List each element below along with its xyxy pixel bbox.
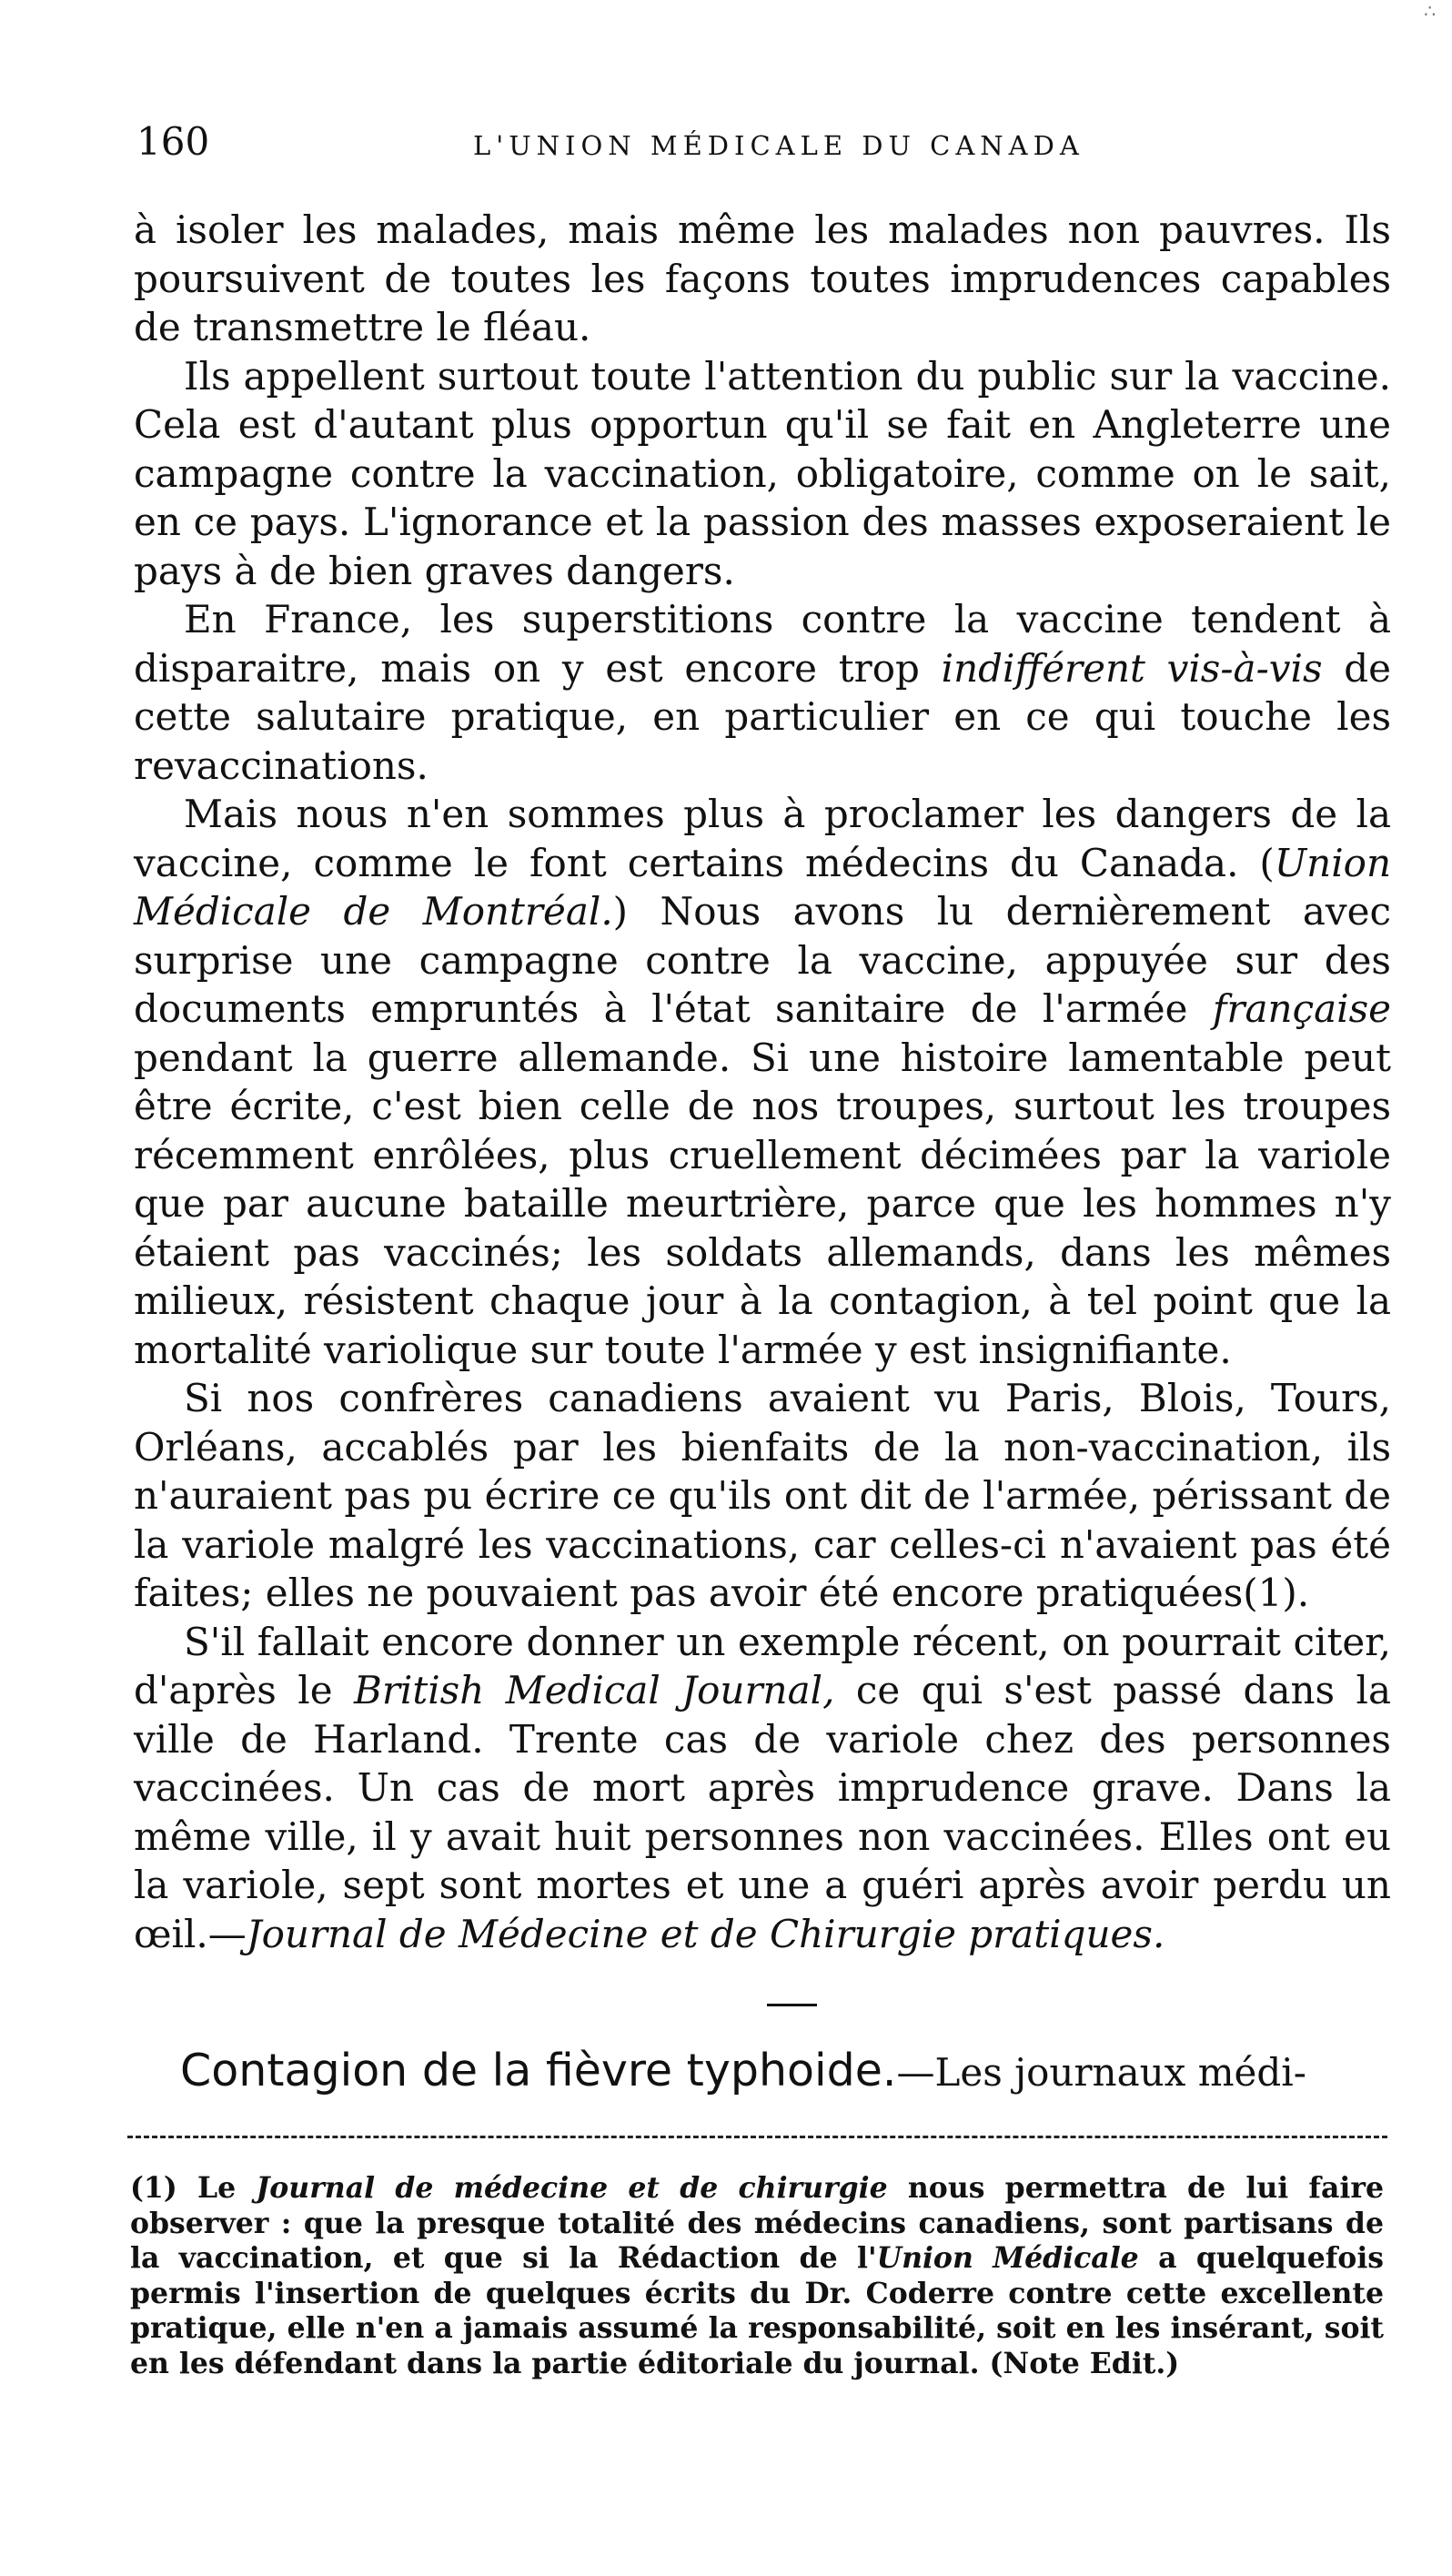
text-run: ) Nous avons lu dernièrement avec surprise une campagne contre la vaccine, appuyée sur des documents empruntés à l'état sanitaire de l'armée bbox=[134, 889, 1391, 1031]
italic-text-run: British Medical Journal, bbox=[353, 1668, 835, 1712]
text-run: a quelquefois permis l'insertion de quelques écrits du Dr. Coderre contre cette excellente pratique, elle n'en a jamais assumé la responsabilité, soit en les insérant, soit en les défendant dans la partie éditoriale du journal. (Note Edit.) bbox=[130, 2241, 1385, 2380]
text-run: En France, les superstitions contre la vaccine tendent à disparaitre, mais on y est encore trop bbox=[134, 597, 1391, 691]
italic-text-run: Journal de Médecine et de Chirurgie pratiques. bbox=[246, 1911, 1165, 1956]
article-body bbox=[134, 206, 1391, 1958]
text-run: S'il fallait encore donner un exemple récent, on pourrait citer, d'après le bbox=[134, 1619, 1391, 1712]
italic-text-run: française bbox=[1212, 986, 1391, 1031]
italic-text-run: indifférent vis-à-vis bbox=[941, 645, 1323, 691]
footnote bbox=[130, 2171, 1384, 2381]
paragraph bbox=[134, 1618, 1391, 1959]
section-title: Contagion de la fièvre typhoide. bbox=[180, 2045, 897, 2096]
text-run: Mais nous n'en sommes plus à proclamer les dangers de la vaccine, comme le font certains médecins du Canada. ( bbox=[134, 792, 1391, 885]
italic-text-run: Journal de médecine et de chirurgie bbox=[256, 2171, 888, 2205]
footnote-text bbox=[130, 2171, 1384, 2381]
paragraph bbox=[134, 790, 1391, 1374]
text-run: Ils appellent surtout toute l'attention du public sur la vaccine. Cela est d'autant plus opportun qu'il se fait en Angleterre une campagne contre la vaccination, obligatoire, comme on le sait, en ce pays. L'ignorance et la passion des masses exposeraient le pays à de bien graves dangers. bbox=[134, 353, 1391, 593]
footnote-rule bbox=[127, 2136, 1387, 2138]
section-divider bbox=[767, 2004, 817, 2006]
paragraph bbox=[134, 206, 1391, 352]
text-run: nous permettra de lui faire observer : que la presque totalité des médecins canadiens, sont partisans de la vaccination, et que si la Rédaction de l' bbox=[130, 2171, 1384, 2275]
italic-text-run: Union Médicale bbox=[876, 2241, 1139, 2275]
italic-text-run: Union Médicale de Montréal. bbox=[134, 840, 1391, 934]
text-run: Si nos confrères canadiens avaient vu Paris, Blois, Tours, Orléans, accablés par les bienfaits de la non-vaccination, ils n'auraient pas pu écrire ce qu'ils ont dit de l'armée, périssant de la variole malgré les vaccinations, car celles-ci n'avaient pas été faites; elles ne pouvaient pas avoir été encore pratiquées(1). bbox=[134, 1376, 1391, 1615]
text-run: (1) Le bbox=[130, 2171, 257, 2205]
running-title: L'UNION MÉDICALE DU CANADA bbox=[473, 130, 1084, 161]
page-number: 160 bbox=[136, 119, 210, 164]
text-run: de cette salutaire pratique, en particulier en ce qui touche les revaccinations. bbox=[134, 645, 1391, 788]
corner-speck-mark: ∴ bbox=[1424, 0, 1436, 22]
text-run: ce qui s'est passé dans la ville de Harland. Trente cas de variole chez des personnes vaccinées. Un cas de mort après imprudence grave. Dans la même ville, il y avait huit personnes non vaccinées. Elles ont eu la variole, sept sont mortes et une a guéri après avoir perdu un œil.— bbox=[134, 1668, 1391, 1956]
page-header bbox=[136, 120, 1392, 175]
section-heading-line bbox=[180, 2044, 1399, 2100]
text-run: pendant la guerre allemande. Si une histoire lamentable peut être écrite, c'est bien celle de nos troupes, surtout les troupes récemment enrôlées, plus cruellement décimées par la variole que par aucune bataille meurtrière, parce que les hommes n'y étaient pas vaccinés; les soldats allemands, dans les mêmes milieux, résistent chaque jour à la contagion, à tel point que la mortalité variolique sur toute l'armée y est insignifiante. bbox=[134, 1035, 1391, 1372]
paragraph bbox=[134, 1374, 1391, 1618]
section-continuation: —Les journaux médi- bbox=[896, 2050, 1306, 2095]
paragraph bbox=[134, 352, 1391, 596]
text-run: à isoler les malades, mais même les malades non pauvres. Ils poursuivent de toutes les façons toutes imprudences capables de transmettre le fléau. bbox=[134, 207, 1391, 349]
paragraph bbox=[134, 595, 1391, 790]
